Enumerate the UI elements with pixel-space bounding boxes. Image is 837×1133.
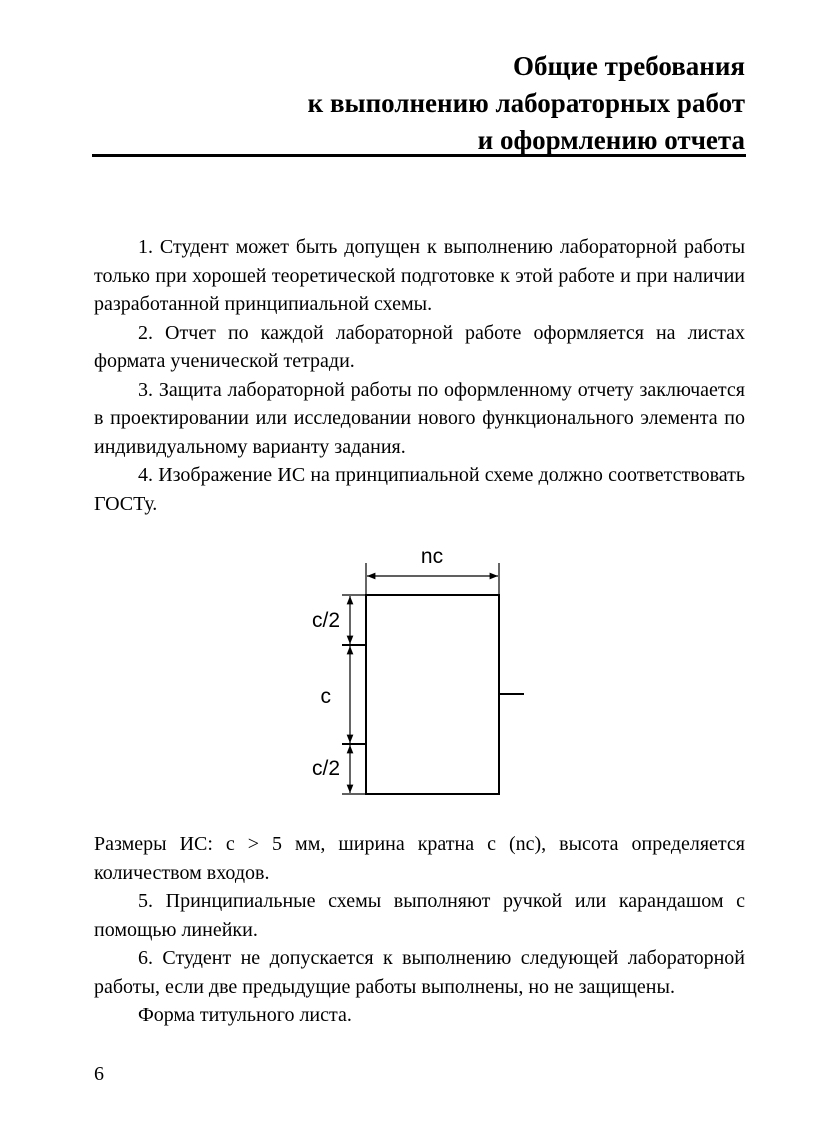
paragraph-1: 1. Студент может быть допущен к выполнению лабораторной работы только при хорошей теоретической подготовке к этой работе и при наличии разработанной принципиальной схемы. [94, 236, 745, 315]
requirements-text-top [94, 233, 745, 518]
heading-line-2: к выполнению лабораторных работ [307, 88, 745, 118]
middle-label: c [320, 685, 331, 708]
ic-sizes-note: Размеры ИС: c > 5 мм, ширина кратна c (nc), высота определяется количеством входов. [94, 833, 745, 884]
title-page-form-label: Форма титульного листа. [138, 1004, 352, 1026]
paragraph-2: 2. Отчет по каждой лабораторной работе оформляется на листах формата ученической тетради. [94, 321, 745, 372]
heading-rule [92, 154, 746, 157]
top-half-label: c/2 [311, 609, 340, 632]
page-number: 6 [94, 1063, 104, 1085]
section-heading [65, 48, 745, 159]
width-label: nc [420, 545, 444, 568]
paragraph-6: 6. Студент не допускается к выполнению следующей лабораторной работы, если две предыдущие работы выполнены, но не защищены. [94, 947, 745, 998]
heading-line-3: и оформлению отчета [477, 125, 745, 155]
heading-line-1: Общие требования [513, 51, 745, 81]
ic-body [366, 595, 499, 794]
paragraph-5: 5. Принципиальные схемы выполняют ручкой или карандашом с помощью линейки. [94, 890, 745, 941]
paragraph-3: 3. Защита лабораторной работы по оформленному отчету заключается в проектировании или исследовании нового функционального элемента по индивидуальному варианту задания. [94, 378, 745, 458]
bottom-half-label: c/2 [311, 757, 340, 780]
paragraph-4: 4. Изображение ИС на принципиальной схеме должно соответствовать ГОСТу. [94, 464, 745, 515]
requirements-text-bottom [94, 830, 745, 1030]
